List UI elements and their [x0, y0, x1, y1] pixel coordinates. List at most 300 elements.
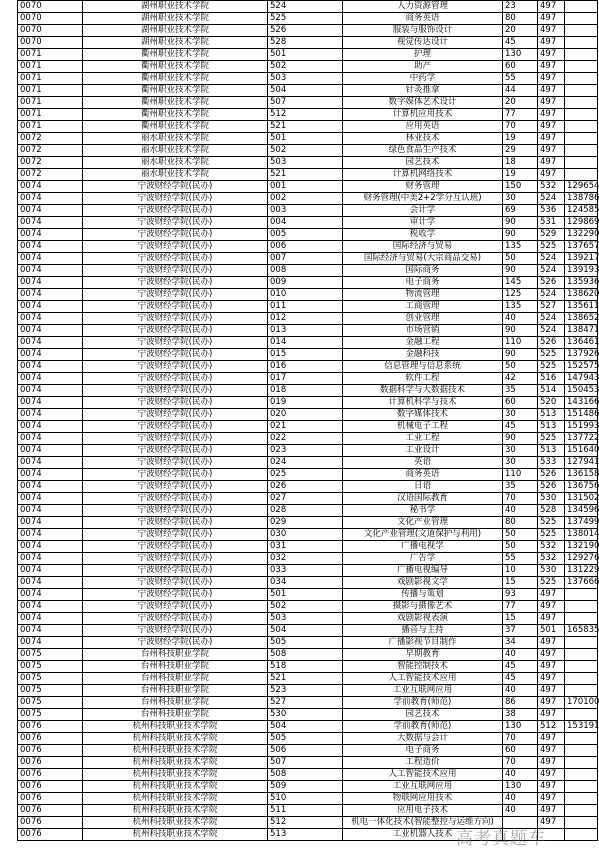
rank-cell	[565, 649, 598, 661]
school-name-cell: 衢州职业技术学院	[83, 85, 268, 97]
school-code-cell: 0074	[18, 313, 83, 325]
school-name-cell: 丽水职业技术学院	[83, 169, 268, 181]
score-cell: 497	[538, 793, 565, 805]
plan-count-cell: 90	[503, 229, 538, 241]
school-name-cell: 杭州科技职业技术学院	[83, 829, 268, 841]
school-name-cell: 杭州科技职业技术学院	[83, 817, 268, 829]
plan-count-cell: 80	[503, 13, 538, 25]
major-code-cell: 521	[268, 673, 343, 685]
rank-cell: 137926	[565, 349, 598, 361]
school-name-cell: 湖州职业技术学院	[83, 25, 268, 37]
score-cell: 529	[538, 229, 565, 241]
major-name-cell: 智能控制技术	[343, 661, 503, 673]
plan-count-cell: 110	[503, 469, 538, 481]
major-code-cell: 033	[268, 565, 343, 577]
school-code-cell: 0070	[18, 25, 83, 37]
rank-cell	[565, 733, 598, 745]
major-code-cell: 521	[268, 121, 343, 133]
school-name-cell: 宁波财经学院(民办)	[83, 625, 268, 637]
table-row	[18, 145, 598, 157]
score-cell: 530	[538, 493, 565, 505]
table-row	[18, 589, 598, 601]
major-code-cell: 521	[268, 169, 343, 181]
score-cell: 497	[538, 73, 565, 85]
school-code-cell: 0071	[18, 97, 83, 109]
school-name-cell: 宁波财经学院(民办)	[83, 529, 268, 541]
school-name-cell: 宁波财经学院(民办)	[83, 457, 268, 469]
score-cell: 524	[538, 193, 565, 205]
major-name-cell: 财务管理(中美2+2学分互认班)	[343, 193, 503, 205]
plan-count-cell: 90	[503, 265, 538, 277]
major-name-cell: 审计学	[343, 217, 503, 229]
score-cell: 524	[538, 313, 565, 325]
school-code-cell: 0074	[18, 517, 83, 529]
school-code-cell: 0075	[18, 661, 83, 673]
major-name-cell: 护理	[343, 49, 503, 61]
table-row	[18, 445, 598, 457]
school-name-cell: 宁波财经学院(民办)	[83, 517, 268, 529]
school-name-cell: 宁波财经学院(民办)	[83, 217, 268, 229]
school-name-cell: 衢州职业技术学院	[83, 109, 268, 121]
table-row	[18, 193, 598, 205]
school-name-cell: 衢州职业技术学院	[83, 73, 268, 85]
school-name-cell: 宁波财经学院(民办)	[83, 445, 268, 457]
major-code-cell: 501	[268, 589, 343, 601]
school-code-cell: 0074	[18, 589, 83, 601]
major-name-cell: 学前教育(师范)	[343, 721, 503, 733]
rank-cell	[565, 13, 598, 25]
rank-cell: 135936	[565, 277, 598, 289]
major-name-cell: 金融科技	[343, 349, 503, 361]
major-code-cell: 024	[268, 457, 343, 469]
school-code-cell: 0074	[18, 349, 83, 361]
admission-score-sheet	[17, 0, 599, 855]
rank-cell: 138014	[565, 529, 598, 541]
score-cell: 528	[538, 505, 565, 517]
major-code-cell: 511	[268, 805, 343, 817]
school-name-cell: 宁波财经学院(民办)	[83, 265, 268, 277]
plan-count-cell: 90	[503, 217, 538, 229]
school-name-cell: 丽水职业技术学院	[83, 133, 268, 145]
major-name-cell: 应用电子技术	[343, 805, 503, 817]
major-code-cell: 526	[268, 25, 343, 37]
school-name-cell: 宁波财经学院(民办)	[83, 553, 268, 565]
major-name-cell: 中药学	[343, 73, 503, 85]
table-row	[18, 253, 598, 265]
table-row	[18, 217, 598, 229]
major-code-cell: 034	[268, 577, 343, 589]
score-cell: 524	[538, 265, 565, 277]
rank-cell	[565, 121, 598, 133]
table-row	[18, 673, 598, 685]
major-name-cell: 大数据与会计	[343, 733, 503, 745]
plan-count-cell: 20	[503, 97, 538, 109]
plan-count-cell: 130	[503, 721, 538, 733]
rank-cell	[565, 757, 598, 769]
school-code-cell: 0075	[18, 697, 83, 709]
score-cell: 497	[538, 709, 565, 721]
major-code-cell: 001	[268, 181, 343, 193]
table-row	[18, 457, 598, 469]
table-row	[18, 625, 598, 637]
major-code-cell: 513	[268, 829, 343, 841]
score-cell: 516	[538, 373, 565, 385]
rank-cell	[565, 673, 598, 685]
major-code-cell: 504	[268, 721, 343, 733]
school-name-cell: 杭州科技职业技术学院	[83, 805, 268, 817]
school-name-cell: 杭州科技职业技术学院	[83, 721, 268, 733]
plan-count-cell: 35	[503, 385, 538, 397]
major-code-cell: 501	[268, 49, 343, 61]
rank-cell	[565, 793, 598, 805]
school-code-cell: 0074	[18, 625, 83, 637]
school-code-cell: 0074	[18, 553, 83, 565]
major-name-cell: 国际经济与贸易	[343, 241, 503, 253]
major-code-cell: 525	[268, 13, 343, 25]
major-code-cell: 503	[268, 73, 343, 85]
plan-count-cell: 19	[503, 133, 538, 145]
school-code-cell: 0075	[18, 709, 83, 721]
table-row	[18, 565, 598, 577]
score-cell: 497	[538, 25, 565, 37]
school-name-cell: 宁波财经学院(民办)	[83, 229, 268, 241]
school-code-cell: 0075	[18, 649, 83, 661]
major-code-cell: 031	[268, 541, 343, 553]
major-code-cell: 007	[268, 253, 343, 265]
plan-count-cell: 135	[503, 241, 538, 253]
score-cell: 531	[538, 217, 565, 229]
table-row	[18, 301, 598, 313]
table-row	[18, 109, 598, 121]
score-cell: 497	[538, 157, 565, 169]
major-code-cell: 023	[268, 445, 343, 457]
score-cell: 532	[538, 541, 565, 553]
major-code-cell: 027	[268, 493, 343, 505]
score-cell: 497	[538, 37, 565, 49]
major-code-cell: 011	[268, 301, 343, 313]
school-name-cell: 台州科技职业学院	[83, 697, 268, 709]
school-name-cell: 宁波财经学院(民办)	[83, 193, 268, 205]
rank-cell	[565, 61, 598, 73]
major-name-cell: 园艺技术	[343, 709, 503, 721]
school-code-cell: 0074	[18, 361, 83, 373]
plan-count-cell: 90	[503, 325, 538, 337]
major-name-cell: 国际经济与贸易(大宗商品交易)	[343, 253, 503, 265]
table-row	[18, 73, 598, 85]
school-name-cell: 宁波财经学院(民办)	[83, 601, 268, 613]
plan-count-cell: 30	[503, 457, 538, 469]
major-name-cell: 创业管理	[343, 313, 503, 325]
school-name-cell: 杭州科技职业技术学院	[83, 757, 268, 769]
plan-count-cell: 15	[503, 577, 538, 589]
major-code-cell: 503	[268, 613, 343, 625]
major-code-cell: 010	[268, 289, 343, 301]
school-code-cell: 0071	[18, 121, 83, 133]
plan-count-cell: 40	[503, 505, 538, 517]
school-code-cell: 0074	[18, 373, 83, 385]
score-cell: 497	[538, 661, 565, 673]
rank-cell	[565, 661, 598, 673]
score-cell: 497	[538, 145, 565, 157]
major-name-cell: 学前教育(师范)	[343, 697, 503, 709]
major-code-cell: 008	[268, 265, 343, 277]
score-cell: 532	[538, 553, 565, 565]
major-code-cell: 502	[268, 61, 343, 73]
rank-cell	[565, 613, 598, 625]
school-code-cell: 0074	[18, 433, 83, 445]
rank-cell	[565, 109, 598, 121]
school-name-cell: 宁波财经学院(民办)	[83, 325, 268, 337]
rank-cell	[565, 829, 598, 841]
table-row	[18, 469, 598, 481]
rank-cell: 132290	[565, 229, 598, 241]
table-row	[18, 373, 598, 385]
school-name-cell: 衢州职业技术学院	[83, 121, 268, 133]
school-code-cell: 0074	[18, 469, 83, 481]
rank-cell	[565, 805, 598, 817]
score-cell: 525	[538, 529, 565, 541]
school-code-cell: 0074	[18, 301, 83, 313]
score-cell: 497	[538, 13, 565, 25]
major-name-cell: 视觉传达设计	[343, 37, 503, 49]
school-code-cell: 0074	[18, 529, 83, 541]
table-row	[18, 1, 598, 13]
rank-cell: 137499	[565, 517, 598, 529]
major-name-cell: 戏剧影视表演	[343, 613, 503, 625]
major-name-cell: 工程造价	[343, 757, 503, 769]
score-cell: 513	[538, 445, 565, 457]
rank-cell	[565, 37, 598, 49]
plan-count-cell: 30	[503, 193, 538, 205]
school-name-cell: 宁波财经学院(民办)	[83, 205, 268, 217]
major-code-cell: 504	[268, 85, 343, 97]
school-name-cell: 台州科技职业学院	[83, 649, 268, 661]
school-name-cell: 宁波财经学院(民办)	[83, 289, 268, 301]
rank-cell	[565, 685, 598, 697]
plan-count-cell: 45	[503, 661, 538, 673]
school-code-cell: 0074	[18, 637, 83, 649]
school-name-cell: 宁波财经学院(民办)	[83, 577, 268, 589]
major-code-cell: 022	[268, 433, 343, 445]
major-name-cell: 应用英语	[343, 121, 503, 133]
plan-count-cell: 29	[503, 145, 538, 157]
table-row	[18, 229, 598, 241]
plan-count-cell: 150	[503, 181, 538, 193]
plan-count-cell: 55	[503, 553, 538, 565]
rank-cell: 152575	[565, 361, 598, 373]
school-name-cell: 台州科技职业学院	[83, 661, 268, 673]
school-code-cell: 0074	[18, 505, 83, 517]
school-name-cell: 宁波财经学院(民办)	[83, 181, 268, 193]
school-code-cell: 0074	[18, 253, 83, 265]
rank-cell	[565, 589, 598, 601]
school-code-cell: 0074	[18, 565, 83, 577]
school-name-cell: 丽水职业技术学院	[83, 157, 268, 169]
rank-cell: 138652	[565, 313, 598, 325]
major-code-cell: 505	[268, 637, 343, 649]
table-row	[18, 85, 598, 97]
rank-cell: 131229	[565, 565, 598, 577]
plan-count-cell: 42	[503, 373, 538, 385]
plan-count-cell: 90	[503, 433, 538, 445]
table-row	[18, 661, 598, 673]
table-row	[18, 409, 598, 421]
table-row	[18, 181, 598, 193]
rank-cell: 138786	[565, 193, 598, 205]
major-name-cell: 工业机器人技术	[343, 829, 503, 841]
major-name-cell: 英语	[343, 457, 503, 469]
watermark: 高考真题车	[456, 829, 546, 849]
major-code-cell: 530	[268, 709, 343, 721]
plan-count-cell: 50	[503, 253, 538, 265]
score-cell: 497	[538, 817, 565, 829]
major-name-cell: 商务英语	[343, 469, 503, 481]
major-name-cell: 市场营销	[343, 325, 503, 337]
score-cell: 497	[538, 97, 565, 109]
major-name-cell: 日语	[343, 481, 503, 493]
rank-cell: 136756	[565, 481, 598, 493]
score-cell: 525	[538, 361, 565, 373]
major-code-cell: 006	[268, 241, 343, 253]
school-code-cell: 0076	[18, 745, 83, 757]
score-cell: 527	[538, 301, 565, 313]
major-code-cell: 505	[268, 733, 343, 745]
major-code-cell: 021	[268, 421, 343, 433]
score-cell: 497	[538, 805, 565, 817]
major-name-cell: 针灸推拿	[343, 85, 503, 97]
plan-count-cell: 23	[503, 1, 538, 13]
plan-count-cell: 60	[503, 397, 538, 409]
score-cell: 501	[538, 625, 565, 637]
table-row	[18, 505, 598, 517]
school-code-cell: 0071	[18, 49, 83, 61]
rank-cell: 136158	[565, 469, 598, 481]
table-row	[18, 709, 598, 721]
table-row	[18, 421, 598, 433]
school-code-cell: 0074	[18, 457, 83, 469]
plan-count-cell: 19	[503, 169, 538, 181]
school-name-cell: 宁波财经学院(民办)	[83, 397, 268, 409]
rank-cell: 129276	[565, 553, 598, 565]
rank-cell	[565, 709, 598, 721]
major-code-cell: 032	[268, 553, 343, 565]
rank-cell: 143166	[565, 397, 598, 409]
major-code-cell: 512	[268, 817, 343, 829]
plan-count-cell: 70	[503, 757, 538, 769]
table-row	[18, 745, 598, 757]
school-code-cell: 0074	[18, 481, 83, 493]
score-cell: 520	[538, 397, 565, 409]
score-cell: 526	[538, 277, 565, 289]
rank-cell: 138471	[565, 325, 598, 337]
rank-cell: 138620	[565, 289, 598, 301]
school-name-cell: 宁波财经学院(民办)	[83, 409, 268, 421]
school-code-cell: 0074	[18, 397, 83, 409]
plan-count-cell: 70	[503, 733, 538, 745]
score-cell: 512	[538, 721, 565, 733]
school-code-cell: 0076	[18, 805, 83, 817]
table-row	[18, 769, 598, 781]
plan-count-cell: 35	[503, 481, 538, 493]
table-row	[18, 25, 598, 37]
rank-cell: 129869	[565, 217, 598, 229]
school-code-cell: 0074	[18, 445, 83, 457]
table-row	[18, 577, 598, 589]
major-name-cell: 文化产业管理(文道保护与利用)	[343, 529, 503, 541]
major-name-cell: 数据科学与大数据技术	[343, 385, 503, 397]
major-name-cell: 物联网应用技术	[343, 793, 503, 805]
table-row	[18, 697, 598, 709]
rank-cell	[565, 601, 598, 613]
score-cell: 497	[538, 169, 565, 181]
score-cell: 526	[538, 337, 565, 349]
major-code-cell: 030	[268, 529, 343, 541]
score-cell: 497	[538, 121, 565, 133]
table-row	[18, 601, 598, 613]
score-cell: 497	[538, 85, 565, 97]
plan-count-cell: 110	[503, 337, 538, 349]
major-code-cell: 020	[268, 409, 343, 421]
school-code-cell: 0076	[18, 781, 83, 793]
major-code-cell: 004	[268, 217, 343, 229]
rank-cell: 137657	[565, 241, 598, 253]
major-name-cell: 戏剧影视文学	[343, 577, 503, 589]
major-name-cell: 金融工程	[343, 337, 503, 349]
plan-count-cell: 45	[503, 673, 538, 685]
plan-count-cell: 93	[503, 589, 538, 601]
score-cell: 497	[538, 133, 565, 145]
major-code-cell: 528	[268, 37, 343, 49]
score-cell: 532	[538, 181, 565, 193]
major-code-cell: 015	[268, 349, 343, 361]
major-code-cell: 016	[268, 361, 343, 373]
score-cell: 497	[538, 685, 565, 697]
school-name-cell: 宁波财经学院(民办)	[83, 253, 268, 265]
score-table	[17, 0, 598, 841]
major-name-cell: 文化产业管理	[343, 517, 503, 529]
score-cell: 497	[538, 757, 565, 769]
school-code-cell: 0071	[18, 61, 83, 73]
school-code-cell: 0076	[18, 757, 83, 769]
school-name-cell: 湖州职业技术学院	[83, 37, 268, 49]
major-code-cell: 502	[268, 145, 343, 157]
plan-count-cell: 70	[503, 121, 538, 133]
school-code-cell: 0074	[18, 385, 83, 397]
major-name-cell: 人工智能技术应用	[343, 673, 503, 685]
major-code-cell: 012	[268, 313, 343, 325]
major-name-cell: 计算机网络技术	[343, 169, 503, 181]
plan-count-cell: 135	[503, 301, 538, 313]
major-name-cell: 财务管理	[343, 181, 503, 193]
table-row	[18, 481, 598, 493]
school-name-cell: 湖州职业技术学院	[83, 13, 268, 25]
school-code-cell: 0070	[18, 1, 83, 13]
major-name-cell: 信息管理与信息系统	[343, 361, 503, 373]
school-code-cell: 0074	[18, 265, 83, 277]
plan-count-cell: 50	[503, 541, 538, 553]
major-name-cell: 商务英语	[343, 13, 503, 25]
major-name-cell: 电子商务	[343, 745, 503, 757]
table-row	[18, 529, 598, 541]
table-row	[18, 613, 598, 625]
score-cell: 497	[538, 1, 565, 13]
school-name-cell: 宁波财经学院(民办)	[83, 373, 268, 385]
plan-count-cell: 60	[503, 745, 538, 757]
plan-count-cell: 40	[503, 805, 538, 817]
rank-cell: 129654	[565, 181, 598, 193]
plan-count-cell: 90	[503, 349, 538, 361]
major-name-cell: 工业互联网应用	[343, 685, 503, 697]
